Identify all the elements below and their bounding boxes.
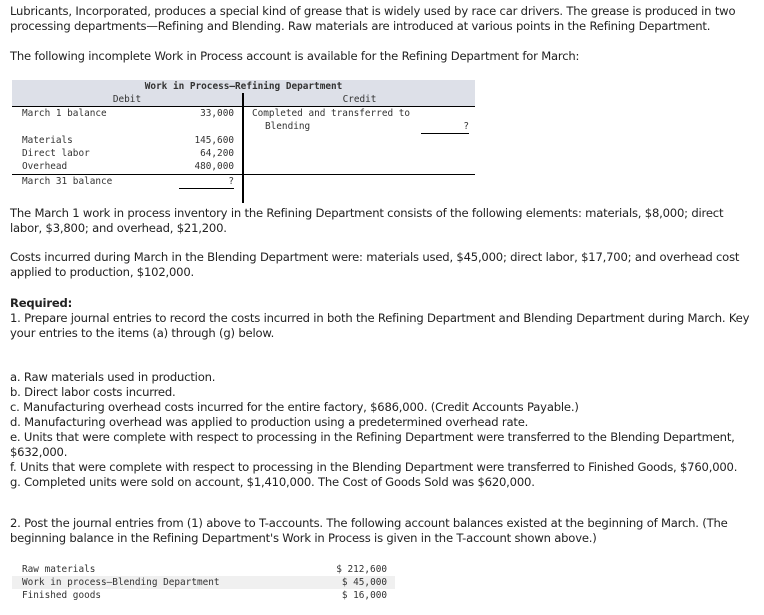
debit-value: 145,600 [194, 135, 234, 146]
intro-text: Lubricants, Incorporated, produces a special kind of grease that is widely used by race car drivers. The grease is produced in two processing departments—Refining and Blending. Raw materials are introduced at various points in the Refining Department. [10, 4, 736, 33]
wip-paragraph: The March 1 work in process inventory in the Refining Department consists of the following elements: materials, $8,000; direct labor, $3,800; and overhead, $21,200. [10, 206, 724, 235]
debit-value: 64,200 [200, 148, 234, 159]
list-item: c. Manufacturing overhead costs incurred for the entire factory, $686,000. (Credit Accounts Payable.) [10, 400, 579, 414]
ending-value: ? [179, 175, 234, 189]
items-list [10, 370, 755, 490]
ending-label: March 31 balance [22, 176, 113, 187]
table-row [12, 563, 395, 576]
following-text: The following incomplete Work in Process account is available for the Refining Department for March: [10, 49, 580, 63]
requirement-2: 2. Post the journal entries from (1) above to T-accounts. The following account balances existed at the beginning of March. (The beginning balance in the Refining Department's Work in Process is given in the T-account shown above.) [10, 516, 728, 545]
balances-table [12, 563, 395, 602]
credit-value: ? [421, 120, 469, 134]
list-item: b. Direct labor costs incurred. [10, 385, 176, 399]
requirement-1: 1. Prepare journal entries to record the costs incurred in both the Refining Department and Blending Department during March. Key your entries to the items (a) through (g) below. [10, 311, 750, 340]
t-account-title: Work in Process–Refining Department [12, 80, 475, 93]
debit-value: 480,000 [194, 161, 234, 172]
balance-value: $ 212,600 [336, 564, 387, 575]
required-heading: Required: [10, 296, 73, 310]
credit-header: Credit [342, 94, 377, 105]
credit-label-cont: Blending [265, 121, 311, 132]
balance-label: Work in process–Blending Department [22, 577, 220, 588]
debit-header: Debit [112, 94, 142, 105]
list-item: e. Units that were complete with respect to processing in the Refining Department were transferred to the Blending Department, $632,000. [10, 430, 735, 459]
list-item: d. Manufacturing overhead was applied to production using a predetermined overhead rate. [10, 415, 529, 429]
debit-label: Overhead [22, 161, 68, 172]
credit-label: Completed and transferred to [252, 108, 411, 119]
debit-label: Direct labor [22, 148, 90, 159]
list-item: f. Units that were complete with respect to processing in the Blending Department were transferred to Finished Goods, $760,000. [10, 460, 738, 474]
list-item: a. Raw materials used in production. [10, 370, 216, 384]
blending-paragraph: Costs incurred during March in the Blending Department were: materials used, $45,000; direct labor, $17,700; and overhead cost applied to production, $102,000. [10, 250, 740, 279]
debit-label: Materials [22, 135, 73, 146]
list-item: g. Completed units were sold on account, $1,410,000. The Cost of Goods Sold was $620,000. [10, 475, 535, 489]
table-row [12, 576, 395, 589]
table-row [12, 589, 395, 602]
debit-value: 33,000 [200, 108, 234, 119]
t-account-refining [12, 80, 475, 190]
balance-label: Raw materials [22, 564, 96, 575]
balance-value: $ 16,000 [341, 590, 387, 601]
balance-value: $ 45,000 [341, 577, 387, 588]
balance-label: Finished goods [22, 590, 102, 601]
debit-label: March 1 balance [22, 108, 107, 119]
